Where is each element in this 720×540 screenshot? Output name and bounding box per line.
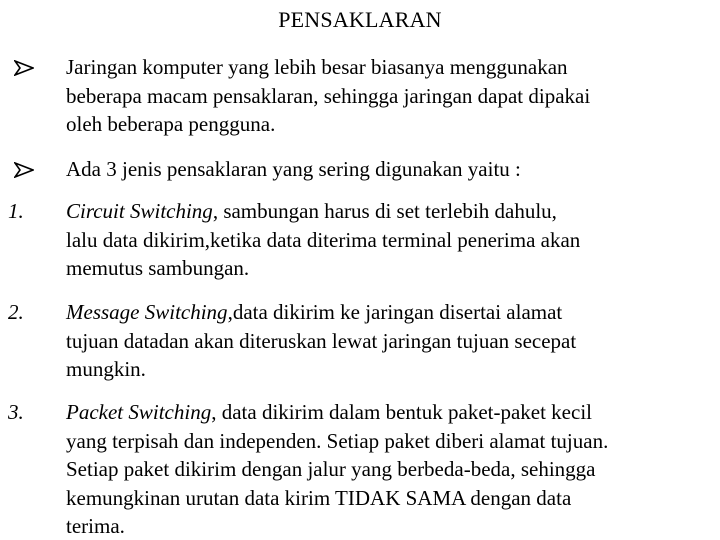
- text-line: tujuan datadan akan diteruskan lewat jaringan tujuan secepat: [66, 328, 577, 353]
- list-text: [66, 197, 706, 283]
- arrow-bullet-icon: [14, 155, 34, 178]
- list-number: 3.: [8, 400, 24, 424]
- list-item: [0, 398, 720, 540]
- page-title: PENSAKLARAN: [278, 7, 442, 32]
- bullet-text: [66, 155, 706, 184]
- list-text: [66, 298, 706, 384]
- text-line: yang terpisah dan independen. Setiap paket diberi alamat tujuan.: [66, 428, 609, 453]
- list-item: [0, 298, 720, 384]
- text-line: mungkin.: [66, 357, 146, 381]
- text-line: Circuit Switching, sambungan harus di set terlebih dahulu,: [66, 199, 557, 223]
- term: Packet Switching: [66, 400, 212, 424]
- text-line: Setiap paket dikirim dengan jalur yang berbeda-beda, sehingga: [66, 457, 596, 481]
- bullet-item: [0, 155, 720, 184]
- text-line: memutus sambungan.: [66, 256, 250, 280]
- text-line: oleh beberapa pengguna.: [66, 112, 276, 136]
- text-line: kemungkinan urutan data kirim TIDAK SAMA dengan data: [66, 485, 572, 510]
- term: Message Switching: [66, 300, 228, 324]
- list-text: [66, 398, 706, 540]
- list-number: 2.: [8, 300, 24, 324]
- list-number: 1.: [8, 199, 24, 223]
- text-line: terima.: [66, 514, 125, 538]
- bullet-item: [0, 53, 720, 139]
- list-item: [0, 197, 720, 283]
- bullet-text: [66, 53, 706, 139]
- text-line: lalu data dikirim,ketika data diterima terminal penerima akan: [66, 227, 581, 252]
- term: Circuit Switching: [66, 199, 213, 223]
- arrow-bullet-icon: [14, 53, 34, 76]
- text-line: Jaringan komputer yang lebih besar biasanya menggunakan: [66, 55, 568, 79]
- text-line: Ada 3 jenis pensaklaran yang sering digunakan yaitu :: [66, 157, 521, 181]
- text-line: Message Switching,data dikirim ke jaringan disertai alamat: [66, 300, 563, 324]
- text-line: beberapa macam pensaklaran, sehingga jaringan dapat dipakai: [66, 83, 591, 108]
- text-line: Packet Switching, data dikirim dalam bentuk paket-paket kecil: [66, 400, 592, 424]
